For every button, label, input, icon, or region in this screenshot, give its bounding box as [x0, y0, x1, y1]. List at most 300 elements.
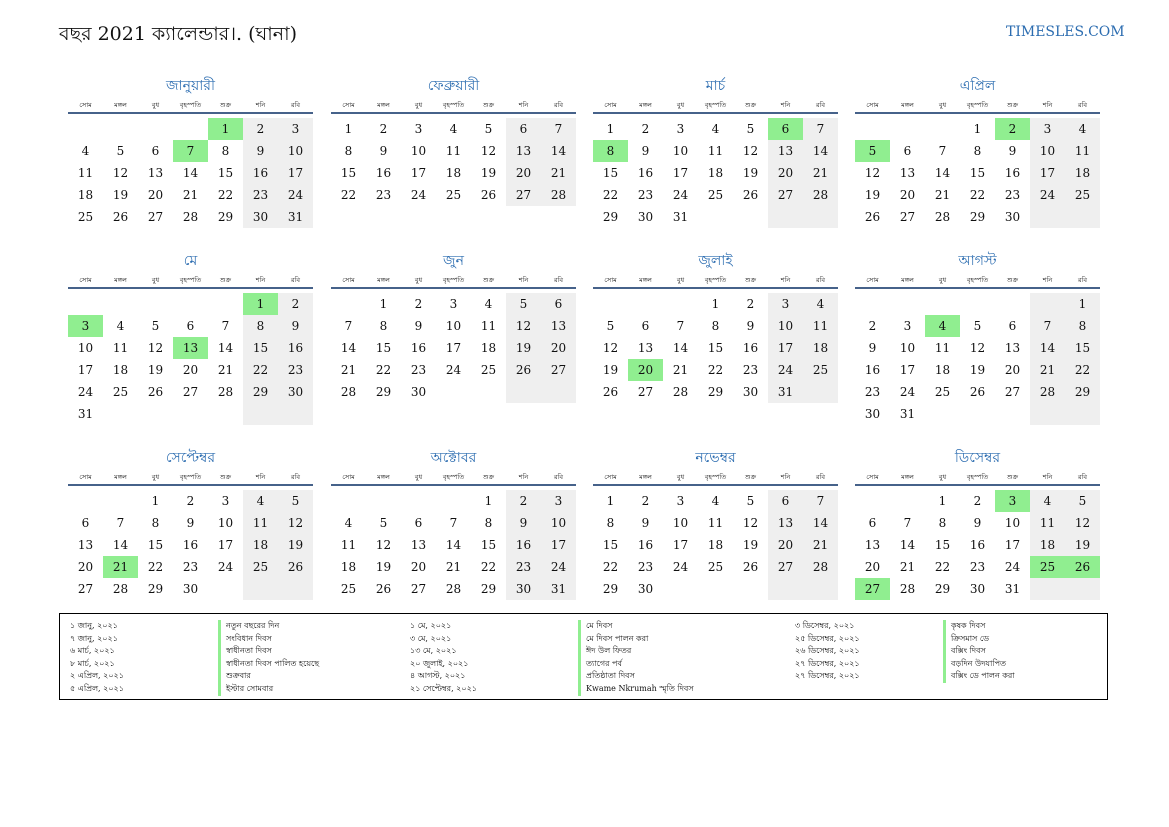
day-cell[interactable]: 11 — [243, 512, 278, 534]
day-cell[interactable]: 9 — [973, 516, 982, 530]
day-cell[interactable]: 15 — [243, 337, 278, 359]
day-cell[interactable]: 21 — [541, 162, 576, 184]
day-cell[interactable]: 27 — [899, 210, 916, 224]
day-cell[interactable]: 6 — [903, 144, 912, 158]
day-cell[interactable]: 13 — [768, 512, 803, 534]
day-cell[interactable]: 25 — [480, 363, 497, 377]
day-cell[interactable]: 20 — [768, 162, 803, 184]
day-cell[interactable]: 31 — [541, 578, 576, 600]
day-cell[interactable]: 17 — [1030, 162, 1065, 184]
day-cell[interactable]: 12 — [480, 144, 497, 158]
day-cell[interactable]: 15 — [602, 166, 619, 180]
day-cell[interactable]: 6 — [151, 144, 160, 158]
day-cell[interactable]: 17 — [217, 538, 234, 552]
day-cell[interactable]: 23 — [637, 560, 654, 574]
day-cell[interactable]: 22 — [602, 188, 619, 202]
day-cell[interactable]: 21 — [445, 560, 462, 574]
day-cell[interactable]: 13 — [77, 538, 94, 552]
day-cell[interactable]: 5 — [278, 490, 313, 512]
day-cell[interactable]: 5 — [606, 319, 615, 333]
day-cell[interactable]: 13 — [637, 341, 654, 355]
day-cell[interactable]: 4 — [449, 122, 458, 136]
day-cell[interactable]: 6 — [641, 319, 650, 333]
day-cell[interactable]: 28 — [672, 385, 689, 399]
day-cell[interactable]: 30 — [182, 582, 199, 596]
day-cell[interactable]: 27 — [541, 359, 576, 381]
day-cell[interactable]: 2 — [278, 293, 313, 315]
day-cell[interactable]: 7 — [344, 319, 353, 333]
day-cell[interactable]: 17 — [899, 363, 916, 377]
day-cell[interactable]: 17 — [672, 166, 689, 180]
day-cell[interactable]: 23 — [278, 359, 313, 381]
day-cell[interactable]: 2 — [414, 297, 423, 311]
day-cell[interactable]: 22 — [340, 188, 357, 202]
day-cell[interactable]: 28 — [899, 582, 916, 596]
day-cell[interactable]: 28 — [934, 210, 951, 224]
day-cell[interactable]: 16 — [243, 162, 278, 184]
day-cell[interactable]: 29 — [217, 210, 234, 224]
day-cell[interactable]: 3 — [278, 118, 313, 140]
day-cell[interactable]: 16 — [864, 363, 881, 377]
day-cell[interactable]: 13 — [541, 315, 576, 337]
day-cell[interactable]: 6 — [414, 516, 423, 530]
day-cell[interactable]: 24 — [768, 359, 803, 381]
day-cell[interactable]: 19 — [112, 188, 129, 202]
day-cell[interactable]: 17 — [445, 341, 462, 355]
day-cell[interactable]: 4 — [116, 319, 125, 333]
day-cell[interactable]: 18 — [707, 166, 724, 180]
day-cell[interactable]: 15 — [1065, 337, 1100, 359]
day-cell[interactable]: 14 — [340, 341, 357, 355]
day-cell[interactable]: 3 — [221, 494, 230, 508]
day-cell[interactable]: 11 — [1065, 140, 1100, 162]
day-cell[interactable]: 23 — [375, 188, 392, 202]
day-cell[interactable]: 18 — [803, 337, 838, 359]
day-cell[interactable]: 11 — [77, 166, 94, 180]
day-cell[interactable]: 18 — [77, 188, 94, 202]
day-cell[interactable]: 7 — [221, 319, 230, 333]
day-cell[interactable]: 1 — [711, 297, 720, 311]
day-cell[interactable]: 30 — [410, 385, 427, 399]
day-cell[interactable]: 26 — [278, 556, 313, 578]
day-cell[interactable]: 10 — [77, 341, 94, 355]
day-cell[interactable]: 6 — [186, 319, 195, 333]
day-cell[interactable]: 19 — [480, 166, 497, 180]
day-cell[interactable]: 1 — [208, 118, 243, 140]
day-cell[interactable]: 18 — [934, 363, 951, 377]
day-cell[interactable]: 20 — [1004, 363, 1021, 377]
day-cell[interactable]: 2 — [973, 494, 982, 508]
day-cell[interactable]: 4 — [1030, 490, 1065, 512]
day-cell[interactable]: 12 — [969, 341, 986, 355]
day-cell[interactable]: 16 — [410, 341, 427, 355]
day-cell[interactable]: 3 — [68, 315, 103, 337]
day-cell[interactable]: 21 — [182, 188, 199, 202]
day-cell[interactable]: 28 — [182, 210, 199, 224]
day-cell[interactable]: 10 — [217, 516, 234, 530]
day-cell[interactable]: 16 — [969, 538, 986, 552]
day-cell[interactable]: 25 — [707, 188, 724, 202]
day-cell[interactable]: 25 — [112, 385, 129, 399]
day-cell[interactable]: 8 — [484, 516, 493, 530]
day-cell[interactable]: 18 — [340, 560, 357, 574]
day-cell[interactable]: 4 — [243, 490, 278, 512]
day-cell[interactable]: 15 — [217, 166, 234, 180]
day-cell[interactable]: 27 — [768, 184, 803, 206]
day-cell[interactable]: 8 — [243, 315, 278, 337]
day-cell[interactable]: 14 — [899, 538, 916, 552]
day-cell[interactable]: 26 — [506, 359, 541, 381]
day-cell[interactable]: 15 — [707, 341, 724, 355]
day-cell[interactable]: 9 — [641, 144, 650, 158]
day-cell[interactable]: 9 — [186, 516, 195, 530]
day-cell[interactable]: 25 — [803, 359, 838, 381]
day-cell[interactable]: 1 — [606, 494, 615, 508]
day-cell[interactable]: 29 — [375, 385, 392, 399]
day-cell[interactable]: 21 — [899, 560, 916, 574]
day-cell[interactable]: 14 — [803, 512, 838, 534]
day-cell[interactable]: 10 — [410, 144, 427, 158]
day-cell[interactable]: 9 — [379, 144, 388, 158]
day-cell[interactable]: 16 — [278, 337, 313, 359]
day-cell[interactable]: 16 — [742, 341, 759, 355]
day-cell[interactable]: 21 — [1030, 359, 1065, 381]
day-cell[interactable]: 22 — [147, 560, 164, 574]
day-cell[interactable]: 21 — [103, 556, 138, 578]
day-cell[interactable]: 10 — [1004, 516, 1021, 530]
day-cell[interactable]: 4 — [711, 494, 720, 508]
day-cell[interactable]: 14 — [803, 140, 838, 162]
day-cell[interactable]: 17 — [77, 363, 94, 377]
day-cell[interactable]: 1 — [379, 297, 388, 311]
day-cell[interactable]: 8 — [938, 516, 947, 530]
day-cell[interactable]: 18 — [445, 166, 462, 180]
day-cell[interactable]: 18 — [243, 534, 278, 556]
day-cell[interactable]: 8 — [151, 516, 160, 530]
day-cell[interactable]: 12 — [375, 538, 392, 552]
day-cell[interactable]: 8 — [593, 140, 628, 162]
day-cell[interactable]: 1 — [344, 122, 353, 136]
day-cell[interactable]: 11 — [112, 341, 129, 355]
day-cell[interactable]: 25 — [445, 188, 462, 202]
day-cell[interactable]: 27 — [1004, 385, 1021, 399]
day-cell[interactable]: 25 — [934, 385, 951, 399]
day-cell[interactable]: 22 — [243, 359, 278, 381]
day-cell[interactable]: 5 — [151, 319, 160, 333]
day-cell[interactable]: 5 — [1065, 490, 1100, 512]
day-cell[interactable]: 1 — [938, 494, 947, 508]
day-cell[interactable]: 17 — [768, 337, 803, 359]
day-cell[interactable]: 3 — [541, 490, 576, 512]
day-cell[interactable]: 3 — [414, 122, 423, 136]
day-cell[interactable]: 21 — [672, 363, 689, 377]
day-cell[interactable]: 28 — [445, 582, 462, 596]
day-cell[interactable]: 13 — [506, 140, 541, 162]
day-cell[interactable]: 22 — [217, 188, 234, 202]
day-cell[interactable]: 11 — [340, 538, 357, 552]
day-cell[interactable]: 29 — [243, 381, 278, 403]
day-cell[interactable]: 4 — [925, 315, 960, 337]
day-cell[interactable]: 13 — [147, 166, 164, 180]
day-cell[interactable]: 3 — [768, 293, 803, 315]
day-cell[interactable]: 7 — [903, 516, 912, 530]
day-cell[interactable]: 29 — [969, 210, 986, 224]
day-cell[interactable]: 22 — [480, 560, 497, 574]
day-cell[interactable]: 1 — [1065, 293, 1100, 315]
day-cell[interactable]: 19 — [742, 166, 759, 180]
day-cell[interactable]: 2 — [186, 494, 195, 508]
day-cell[interactable]: 8 — [379, 319, 388, 333]
day-cell[interactable]: 1 — [151, 494, 160, 508]
day-cell[interactable]: 11 — [803, 315, 838, 337]
day-cell[interactable]: 6 — [768, 490, 803, 512]
day-cell[interactable]: 22 — [969, 188, 986, 202]
day-cell[interactable]: 13 — [410, 538, 427, 552]
day-cell[interactable]: 24 — [1004, 560, 1021, 574]
day-cell[interactable]: 12 — [112, 166, 129, 180]
day-cell[interactable]: 2 — [379, 122, 388, 136]
day-cell[interactable]: 14 — [1030, 337, 1065, 359]
day-cell[interactable]: 25 — [77, 210, 94, 224]
day-cell[interactable]: 26 — [602, 385, 619, 399]
day-cell[interactable]: 13 — [1004, 341, 1021, 355]
day-cell[interactable]: 29 — [480, 582, 497, 596]
day-cell[interactable]: 21 — [340, 363, 357, 377]
day-cell[interactable]: 15 — [969, 166, 986, 180]
day-cell[interactable]: 11 — [480, 319, 497, 333]
day-cell[interactable]: 23 — [410, 363, 427, 377]
day-cell[interactable]: 20 — [77, 560, 94, 574]
day-cell[interactable]: 15 — [934, 538, 951, 552]
day-cell[interactable]: 14 — [541, 140, 576, 162]
day-cell[interactable]: 25 — [1065, 184, 1100, 206]
day-cell[interactable]: 28 — [340, 385, 357, 399]
day-cell[interactable]: 1 — [973, 122, 982, 136]
day-cell[interactable]: 12 — [278, 512, 313, 534]
day-cell[interactable]: 15 — [375, 341, 392, 355]
day-cell[interactable]: 25 — [1030, 556, 1065, 578]
day-cell[interactable]: 31 — [1004, 582, 1021, 596]
day-cell[interactable]: 15 — [147, 538, 164, 552]
day-cell[interactable]: 5 — [855, 140, 890, 162]
day-cell[interactable]: 11 — [1030, 512, 1065, 534]
day-cell[interactable]: 30 — [1004, 210, 1021, 224]
day-cell[interactable]: 15 — [340, 166, 357, 180]
day-cell[interactable]: 19 — [1065, 534, 1100, 556]
day-cell[interactable]: 23 — [243, 184, 278, 206]
day-cell[interactable]: 24 — [899, 385, 916, 399]
day-cell[interactable]: 25 — [707, 560, 724, 574]
day-cell[interactable]: 10 — [278, 140, 313, 162]
day-cell[interactable]: 24 — [672, 560, 689, 574]
day-cell[interactable]: 2 — [746, 297, 755, 311]
day-cell[interactable]: 18 — [707, 538, 724, 552]
day-cell[interactable]: 16 — [1004, 166, 1021, 180]
day-cell[interactable]: 22 — [934, 560, 951, 574]
day-cell[interactable]: 31 — [899, 407, 916, 421]
day-cell[interactable]: 3 — [676, 122, 685, 136]
day-cell[interactable]: 27 — [182, 385, 199, 399]
day-cell[interactable]: 5 — [506, 293, 541, 315]
day-cell[interactable]: 19 — [375, 560, 392, 574]
day-cell[interactable]: 27 — [768, 556, 803, 578]
day-cell[interactable]: 20 — [541, 337, 576, 359]
day-cell[interactable]: 13 — [899, 166, 916, 180]
day-cell[interactable]: 23 — [182, 560, 199, 574]
day-cell[interactable]: 31 — [77, 407, 94, 421]
day-cell[interactable]: 28 — [803, 556, 838, 578]
day-cell[interactable]: 12 — [742, 516, 759, 530]
day-cell[interactable]: 29 — [147, 582, 164, 596]
day-cell[interactable]: 3 — [676, 494, 685, 508]
day-cell[interactable]: 20 — [768, 534, 803, 556]
day-cell[interactable]: 14 — [934, 166, 951, 180]
day-cell[interactable]: 11 — [707, 516, 724, 530]
day-cell[interactable]: 26 — [375, 582, 392, 596]
day-cell[interactable]: 24 — [1030, 184, 1065, 206]
day-cell[interactable]: 8 — [711, 319, 720, 333]
day-cell[interactable]: 22 — [602, 560, 619, 574]
day-cell[interactable]: 28 — [1030, 381, 1065, 403]
day-cell[interactable]: 16 — [637, 538, 654, 552]
day-cell[interactable]: 26 — [1065, 556, 1100, 578]
day-cell[interactable]: 26 — [742, 560, 759, 574]
day-cell[interactable]: 8 — [606, 516, 615, 530]
day-cell[interactable]: 27 — [637, 385, 654, 399]
day-cell[interactable]: 26 — [969, 385, 986, 399]
day-cell[interactable]: 30 — [969, 582, 986, 596]
day-cell[interactable]: 17 — [410, 166, 427, 180]
day-cell[interactable]: 20 — [182, 363, 199, 377]
day-cell[interactable]: 13 — [173, 337, 208, 359]
day-cell[interactable]: 13 — [864, 538, 881, 552]
day-cell[interactable]: 4 — [711, 122, 720, 136]
day-cell[interactable]: 19 — [969, 363, 986, 377]
day-cell[interactable]: 14 — [445, 538, 462, 552]
day-cell[interactable]: 28 — [112, 582, 129, 596]
day-cell[interactable]: 23 — [506, 556, 541, 578]
day-cell[interactable]: 3 — [1030, 118, 1065, 140]
day-cell[interactable]: 17 — [541, 534, 576, 556]
day-cell[interactable]: 28 — [803, 184, 838, 206]
day-cell[interactable]: 14 — [672, 341, 689, 355]
day-cell[interactable]: 4 — [803, 293, 838, 315]
day-cell[interactable]: 9 — [278, 315, 313, 337]
day-cell[interactable]: 4 — [81, 144, 90, 158]
day-cell[interactable]: 7 — [938, 144, 947, 158]
day-cell[interactable]: 2 — [641, 494, 650, 508]
day-cell[interactable]: 4 — [1065, 118, 1100, 140]
day-cell[interactable]: 8 — [221, 144, 230, 158]
day-cell[interactable]: 28 — [541, 184, 576, 206]
day-cell[interactable]: 23 — [864, 385, 881, 399]
day-cell[interactable]: 15 — [480, 538, 497, 552]
day-cell[interactable]: 24 — [541, 556, 576, 578]
day-cell[interactable]: 12 — [864, 166, 881, 180]
day-cell[interactable]: 31 — [672, 210, 689, 224]
day-cell[interactable]: 26 — [742, 188, 759, 202]
day-cell[interactable]: 21 — [803, 534, 838, 556]
day-cell[interactable]: 6 — [506, 118, 541, 140]
day-cell[interactable]: 19 — [602, 363, 619, 377]
day-cell[interactable]: 21 — [217, 363, 234, 377]
day-cell[interactable]: 5 — [116, 144, 125, 158]
day-cell[interactable]: 2 — [868, 319, 877, 333]
day-cell[interactable]: 3 — [449, 297, 458, 311]
day-cell[interactable]: 8 — [344, 144, 353, 158]
day-cell[interactable]: 7 — [449, 516, 458, 530]
day-cell[interactable]: 4 — [344, 516, 353, 530]
day-cell[interactable]: 24 — [217, 560, 234, 574]
day-cell[interactable]: 7 — [541, 118, 576, 140]
day-cell[interactable]: 19 — [147, 363, 164, 377]
day-cell[interactable]: 12 — [742, 144, 759, 158]
day-cell[interactable]: 6 — [1008, 319, 1017, 333]
day-cell[interactable]: 5 — [379, 516, 388, 530]
day-cell[interactable]: 20 — [506, 162, 541, 184]
day-cell[interactable]: 10 — [672, 516, 689, 530]
day-cell[interactable]: 7 — [676, 319, 685, 333]
day-cell[interactable]: 30 — [637, 210, 654, 224]
day-cell[interactable]: 1 — [484, 494, 493, 508]
day-cell[interactable]: 23 — [969, 560, 986, 574]
day-cell[interactable]: 11 — [445, 144, 462, 158]
day-cell[interactable]: 17 — [672, 538, 689, 552]
day-cell[interactable]: 12 — [506, 315, 541, 337]
day-cell[interactable]: 10 — [768, 315, 803, 337]
day-cell[interactable]: 16 — [375, 166, 392, 180]
site-link[interactable]: TIMESLES.COM — [1006, 24, 1125, 40]
day-cell[interactable]: 9 — [506, 512, 541, 534]
day-cell[interactable]: 23 — [637, 188, 654, 202]
day-cell[interactable]: 2 — [641, 122, 650, 136]
day-cell[interactable]: 29 — [602, 210, 619, 224]
day-cell[interactable]: 10 — [672, 144, 689, 158]
day-cell[interactable]: 7 — [116, 516, 125, 530]
day-cell[interactable]: 12 — [1065, 512, 1100, 534]
day-cell[interactable]: 29 — [934, 582, 951, 596]
day-cell[interactable]: 10 — [1030, 140, 1065, 162]
day-cell[interactable]: 28 — [217, 385, 234, 399]
day-cell[interactable]: 22 — [375, 363, 392, 377]
day-cell[interactable]: 5 — [484, 122, 493, 136]
day-cell[interactable]: 31 — [768, 381, 803, 403]
day-cell[interactable]: 6 — [81, 516, 90, 530]
day-cell[interactable]: 27 — [147, 210, 164, 224]
day-cell[interactable]: 24 — [672, 188, 689, 202]
day-cell[interactable]: 18 — [480, 341, 497, 355]
day-cell[interactable]: 7 — [1030, 315, 1065, 337]
day-cell[interactable]: 14 — [112, 538, 129, 552]
day-cell[interactable]: 21 — [934, 188, 951, 202]
day-cell[interactable]: 20 — [410, 560, 427, 574]
day-cell[interactable]: 21 — [803, 162, 838, 184]
day-cell[interactable]: 2 — [506, 490, 541, 512]
day-cell[interactable]: 18 — [1065, 162, 1100, 184]
day-cell[interactable]: 5 — [973, 319, 982, 333]
day-cell[interactable]: 1 — [606, 122, 615, 136]
day-cell[interactable]: 22 — [1065, 359, 1100, 381]
day-cell[interactable]: 29 — [707, 385, 724, 399]
day-cell[interactable]: 18 — [112, 363, 129, 377]
day-cell[interactable]: 30 — [243, 206, 278, 228]
day-cell[interactable]: 19 — [864, 188, 881, 202]
day-cell[interactable]: 13 — [768, 140, 803, 162]
day-cell[interactable]: 30 — [506, 578, 541, 600]
day-cell[interactable]: 10 — [899, 341, 916, 355]
day-cell[interactable]: 26 — [147, 385, 164, 399]
day-cell[interactable]: 29 — [1065, 381, 1100, 403]
